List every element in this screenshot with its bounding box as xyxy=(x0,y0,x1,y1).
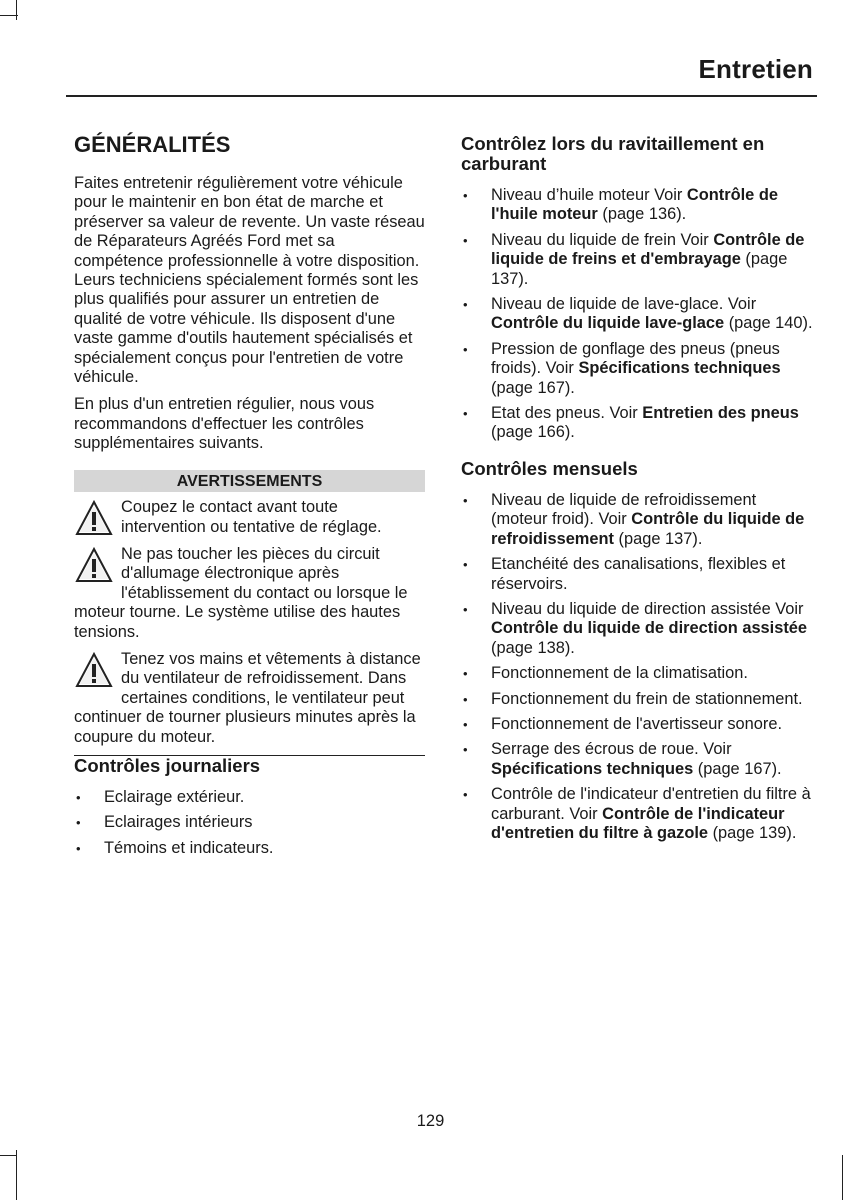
warning-text: Tenez vos mains et vêtements à distance du ventilateur de refroidissement. Dans certaines conditions, le ventilateur peut continuer de tourner plusieurs minutes après la coupure du moteur. xyxy=(74,649,421,746)
crop-mark-bottom-right-v xyxy=(842,1155,843,1200)
section-heading-generalites: GÉNÉRALITÉS xyxy=(74,132,231,157)
page-title: Entretien xyxy=(698,54,813,84)
left-column xyxy=(74,128,425,868)
warning-text: Coupez le contact avant toute intervention ou tentative de réglage. xyxy=(121,498,382,536)
list-item: • Niveau de liquide de lave-glace. Voir Contrôle du liquide lave-glace (page 140). xyxy=(461,295,814,334)
warning-triangle-icon xyxy=(74,650,114,692)
header-rule xyxy=(66,95,817,97)
refuel-checks-heading: Contrôlez lors du ravitaillement en carburant xyxy=(461,133,765,174)
crop-mark-top-left-h xyxy=(0,15,18,16)
list-item: • Fonctionnement du frein de stationnement. xyxy=(461,690,814,709)
list-item: • Serrage des écrous de roue. Voir Spécifications techniques (page 167). xyxy=(461,740,814,779)
cross-reference-link[interactable]: Contrôle du liquide lave-glace xyxy=(491,314,725,333)
crop-mark-bottom-left-v xyxy=(16,1150,17,1200)
daily-checks-heading: Contrôles journaliers xyxy=(74,754,261,776)
warnings-header: AVERTISSEMENTS xyxy=(74,470,425,492)
cross-reference-link[interactable]: Contrôle de liquide de freins et d'embrayage xyxy=(491,230,805,269)
cross-reference-link[interactable]: Contrôle du liquide de direction assistée xyxy=(491,619,808,638)
cross-reference-link[interactable]: Contrôle du liquide de refroidissement xyxy=(491,510,805,548)
monthly-checks-list xyxy=(461,491,814,844)
list-item: • Niveau de liquide de refroidissement (moteur froid). Voir Contrôle du liquide de refroidissement (page 137). xyxy=(461,491,814,549)
crop-mark-bottom-left-h xyxy=(0,1155,16,1156)
cross-reference-link[interactable]: Spécifications techniques xyxy=(491,759,694,778)
warning-item xyxy=(74,650,425,747)
warning-text: Ne pas toucher les pièces du circuit d'allumage électronique après l'établissement du contact ou lorsque le moteur tourne. Le système utilise des hautes tensions. xyxy=(74,544,408,641)
list-item: • Etanchéité des canalisations, flexibles et réservoirs. xyxy=(461,555,814,594)
warning-item xyxy=(74,545,425,642)
right-column xyxy=(461,128,814,853)
refuel-checks-list xyxy=(461,186,814,443)
warning-triangle-icon xyxy=(74,498,114,540)
daily-checks-list xyxy=(74,788,425,858)
list-item: • Eclairage extérieur. xyxy=(74,788,425,807)
list-item: • Etat des pneus. Voir Entretien des pneus (page 166). xyxy=(461,404,814,443)
page-number: 129 xyxy=(416,1112,445,1130)
intro-paragraph: Faites entretenir régulièrement votre véhicule pour le maintenir en bon état de marche et préserver sa valeur de revente. Un vaste réseau de Réparateurs Agréés Ford met sa compétence professionnelle à votre disposition. Leurs techniciens spécialement formés sont les plus qualifiés pour assurer un entretien de qualité de votre véhicule. Ils disposent d'une vaste gamme d'outils hautement spécialisés et spécialement conçus pour l'entretien de votre véhicule. xyxy=(74,174,425,387)
list-item: • Niveau du liquide de direction assistée Voir Contrôle du liquide de direction assistée (page 138). xyxy=(461,600,814,658)
list-item: • Niveau du liquide de frein Voir Contrôle de liquide de freins et d'embrayage (page 137). xyxy=(461,231,814,289)
list-item: • Fonctionnement de la climatisation. xyxy=(461,664,814,683)
cross-reference-link[interactable]: Spécifications techniques xyxy=(578,359,781,378)
list-item: • Pression de gonflage des pneus (pneus froids). Voir Spécifications techniques (page 167). xyxy=(461,340,814,398)
additional-checks-paragraph: En plus d'un entretien régulier, nous vous recommandons d'effectuer les contrôles supplémentaires suivants. xyxy=(74,395,375,453)
cross-reference-link[interactable]: Entretien des pneus xyxy=(642,404,799,423)
list-item: • Fonctionnement de l'avertisseur sonore. xyxy=(461,715,814,734)
monthly-checks-heading: Contrôles mensuels xyxy=(461,457,638,479)
warning-item xyxy=(74,498,425,537)
list-item: • Niveau d’huile moteur Voir Contrôle de l'huile moteur (page 136). xyxy=(461,186,814,225)
crop-mark-top-left-v xyxy=(16,0,17,20)
list-item: • Contrôle de l'indicateur d'entretien du filtre à carburant. Voir Contrôle de l'indicateur d'entretien du filtre à gazole (page 139). xyxy=(461,785,814,843)
cross-reference-link[interactable]: Contrôle de l'indicateur d'entretien du filtre à gazole xyxy=(491,804,785,842)
cross-reference-link[interactable]: Contrôle de l'huile moteur xyxy=(491,186,778,224)
list-item: • Eclairages intérieurs xyxy=(74,813,425,832)
warning-triangle-icon xyxy=(74,545,114,587)
list-item: • Témoins et indicateurs. xyxy=(74,839,425,858)
